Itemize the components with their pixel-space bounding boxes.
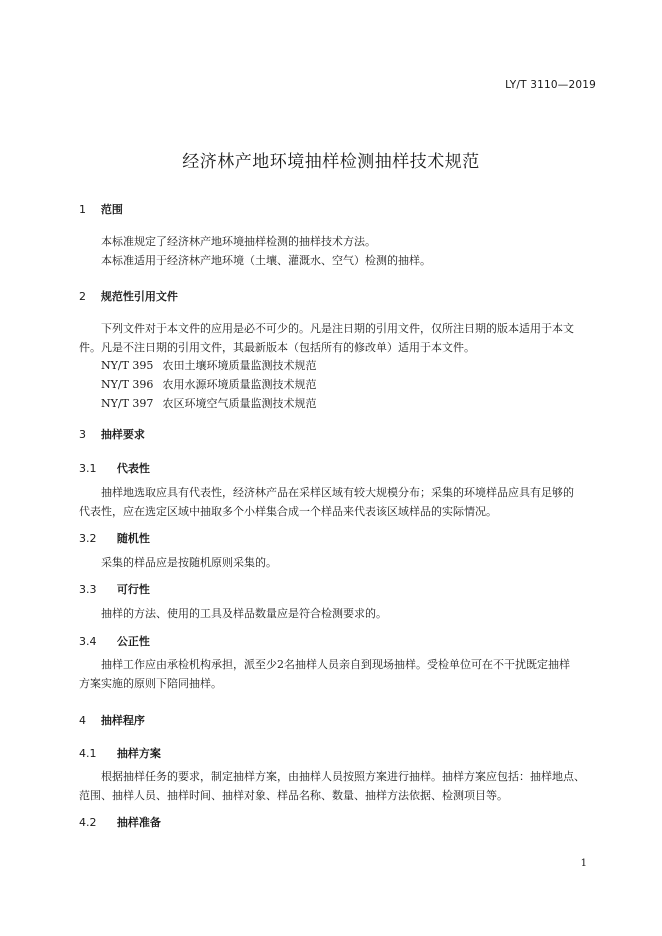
- section-number: 3.2: [79, 532, 97, 545]
- paragraph: 采集的样品应是按随机原则采集的。: [101, 556, 277, 569]
- reference-item: [101, 376, 317, 392]
- paragraph: 根据抽样任务的要求，制定抽样方案，由抽样人员按照方案进行抽样。抽样方案应包括：抽样地点、 范围、抽样人员、抽样时间、抽样对象、样品名称、数量、抽样方法依据、检测项目等。: [79, 770, 585, 802]
- section-title: 抽样准备: [116, 816, 161, 829]
- reference-code: NY/T 396: [101, 378, 154, 391]
- subsection-heading-3-1: [79, 460, 150, 476]
- paragraph: 本标准规定了经济林产地环境抽样检测的抽样技术方法。 本标准适用于经济林产地环境（土壤、灌溉水、空气）检测的抽样。: [101, 235, 431, 267]
- section-title: 代表性: [116, 462, 150, 475]
- section-heading-4: [79, 712, 145, 728]
- section-title: 公正性: [116, 635, 150, 648]
- section-title: 抽样方案: [116, 747, 161, 760]
- page-number: 1: [580, 858, 587, 869]
- reference-item: [101, 395, 317, 411]
- document-title: 经济林产地环境抽样检测抽样技术规范: [182, 152, 480, 172]
- section-title: 随机性: [116, 532, 150, 545]
- section-number: 4.1: [79, 747, 97, 760]
- subsection-heading-4-2: [79, 814, 161, 830]
- paragraph: 抽样工作应由承检机构承担，派至少2名抽样人员亲自到现场抽样。受检单位可在不干扰既定抽样 方案实施的原则下陪同抽样。: [79, 658, 570, 690]
- section-number: 2: [79, 290, 86, 303]
- subsection-heading-3-2: [79, 530, 150, 546]
- reference-name: 农用水源环境质量监测技术规范: [162, 378, 317, 391]
- reference-item: [101, 357, 317, 373]
- section-title: 可行性: [116, 583, 150, 596]
- subsection-heading-3-4: [79, 633, 150, 649]
- section-number: 3.1: [79, 462, 97, 475]
- section-heading-1: [79, 201, 123, 217]
- section-title: 范围: [100, 203, 123, 216]
- standard-code: LY/T 3110—2019: [505, 79, 596, 91]
- reference-name: 农田土壤环境质量监测技术规范: [162, 359, 317, 372]
- section-title: 抽样要求: [100, 428, 145, 441]
- section-number: 1: [79, 203, 86, 216]
- reference-code: NY/T 395: [101, 359, 154, 372]
- subsection-heading-3-3: [79, 581, 150, 597]
- paragraph: 抽样地选取应具有代表性，经济林产品在采样区域有较大规模分布；采集的环境样品应具有足够的 代表性，应在选定区域中抽取多个小样集合成一个样品来代表该区域样品的实际情况。: [79, 486, 574, 518]
- section-title: 规范性引用文件: [100, 290, 178, 303]
- paragraph: 抽样的方法、使用的工具及样品数量应是符合检测要求的。: [101, 607, 387, 620]
- section-number: 3.4: [79, 635, 97, 648]
- subsection-heading-4-1: [79, 745, 161, 761]
- section-number: 3: [79, 428, 86, 441]
- paragraph: 下列文件对于本文件的应用是必不可少的。凡是注日期的引用文件，仅所注日期的版本适用于本文 件。凡是不注日期的引用文件，其最新版本（包括所有的修改单）适用于本文件。: [79, 322, 574, 354]
- section-title: 抽样程序: [100, 714, 145, 727]
- reference-code: NY/T 397: [101, 397, 154, 410]
- section-number: 4.2: [79, 816, 97, 829]
- section-heading-3: [79, 426, 145, 442]
- reference-name: 农区环境空气质量监测技术规范: [162, 397, 317, 410]
- section-number: 3.3: [79, 583, 97, 596]
- section-heading-2: [79, 288, 178, 304]
- section-number: 4: [79, 714, 86, 727]
